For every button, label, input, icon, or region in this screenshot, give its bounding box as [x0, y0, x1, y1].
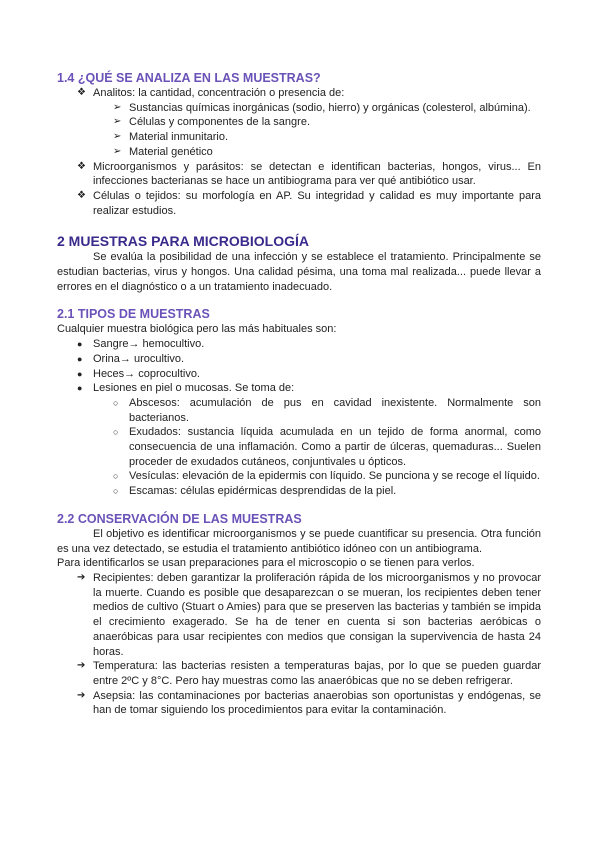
list-item: ● Lesiones en piel o mucosas. Se toma de: [77, 382, 295, 395]
bullet-icon: ● [77, 339, 83, 350]
arrowhead-bullet-icon: ➢ [113, 116, 122, 128]
arrowhead-bullet-icon: ➢ [113, 131, 122, 143]
heading-2: 2 MUESTRAS PARA MICROBIOLOGÍA [57, 233, 310, 250]
list-item: ➔ Asepsia: las contaminaciones por bacterias anaerobias son oportunistas y endógenas, se han de tomar siguiendo los procedimientos para evitar la contaminación. [77, 689, 541, 717]
paragraph: El objetivo es identificar microorganismos y se puede cuantificar su presencia. Otra función es una vez detectado, se estudia el tratamiento antibiótico idóneo con un antibiograma. [57, 527, 541, 555]
bullet-icon: ● [77, 368, 83, 379]
list-item: ○ Escamas: células epidérmicas desprendidas de la piel. [113, 485, 397, 498]
paragraph: Se evalúa la posibilidad de una infección y se establece el tratamiento. Principalmente se estudian bacterias, virus y hongos. Una calidad pésima, una toma mal realizada... puede llevar a errores en el diagnóstico o a un tratamiento inadecuado. [57, 251, 541, 293]
diamond-bullet-icon: ❖ [77, 87, 86, 98]
list-item: ➢ Material genético [113, 145, 213, 158]
diamond-bullet-icon: ❖ [77, 160, 86, 172]
list-item: ➢ Material inmunitario. [113, 131, 229, 144]
list-item: ❖ Células o tejidos: su morfología en AP. Su integridad y calidad es muy importante para realizar estudios. [77, 189, 541, 217]
document-page [57, 70, 541, 718]
list-item: ○ Abscesos: acumulación de pus en cavidad inexistente. Normalmente son bacterianos. [113, 396, 541, 424]
list-item: ● Orina→ urocultivo. [77, 352, 185, 365]
paragraph: Para identificarlos se usan preparaciones para el microscopio o se tienen para verlos. [57, 557, 475, 570]
list-item: ● Sangre→ hemocultivo. [77, 338, 205, 351]
bullet-icon: ● [77, 353, 83, 364]
circle-bullet-icon: ○ [113, 471, 119, 482]
list-item: ❖ Analitos: la cantidad, concentración o presencia de: [77, 87, 345, 99]
paragraph: Cualquier muestra biológica pero las más habituales son: [57, 323, 337, 336]
circle-bullet-icon: ○ [113, 486, 119, 497]
list-item: ○ Exudados: sustancia líquida acumulada en un tejido de forma anormal, como consecuencia de una inflamación. Como a partir de úlceras, quemaduras... Suelen proceder de exudados cutáneos, conjuntivales u ópticos. [113, 426, 541, 468]
bullet-icon: ● [77, 383, 83, 394]
list-item: ● Heces→ coprocultivo. [77, 367, 200, 380]
circle-bullet-icon: ○ [113, 397, 119, 408]
heading-1-4: 1.4 ¿QUÉ SE ANALIZA EN LAS MUESTRAS? [57, 71, 321, 85]
analysis-list [57, 86, 541, 218]
list-item: ○ Vesículas: elevación de la epidermis con líquido. Se punciona y se recoge el líquido. [113, 470, 540, 483]
circle-bullet-icon: ○ [113, 427, 119, 438]
list-item: ➢ Células y componentes de la sangre. [113, 116, 310, 129]
arrow-bullet-icon: ➔ [77, 689, 86, 701]
conservation-list [57, 571, 541, 718]
list-item: ➔ Recipientes: deben garantizar la proliferación rápida de los microorganismos y no provocar la muerte. Cuando es posible que desaparezcan o se mueran, los recipientes deben tener medios de cultivo (Stuart o Amies) para que se preserven las bacterias y también se impida el crecimiento exagerado. Se ha de tener en cuenta si son bacterias aeróbicas o anaeróbicas para usar recipientes con medios que consigan la supervivencia de hasta 24 horas. [77, 571, 541, 658]
list-item: ❖ Microorganismos y parásitos: se detectan e identifican bacterias, hongos, virus... En infecciones bacterianas se hace un antibiograma para ver qué antibiótico usar. [77, 160, 541, 188]
arrowhead-bullet-icon: ➢ [113, 145, 122, 157]
list-item: ➢ Sustancias químicas inorgánicas (sodio, hierro) y orgánicas (colesterol, albúmina). [113, 101, 531, 114]
list-item: ➔ Temperatura: las bacterias resisten a temperaturas bajas, por lo que se pueden guardar entre 2ºC y 8°C. Pero hay muestras como las anaeróbicas que no se deben refrigerar. [77, 660, 541, 687]
arrow-bullet-icon: ➔ [77, 660, 86, 672]
heading-2-2: 2.2 CONSERVACIÓN DE LAS MUESTRAS [57, 511, 302, 526]
diamond-bullet-icon: ❖ [77, 189, 86, 201]
arrowhead-bullet-icon: ➢ [113, 101, 122, 113]
heading-2-1: 2.1 TIPOS DE MUESTRAS [57, 307, 210, 322]
arrow-bullet-icon: ➔ [77, 571, 86, 583]
sample-types-list [57, 337, 541, 499]
